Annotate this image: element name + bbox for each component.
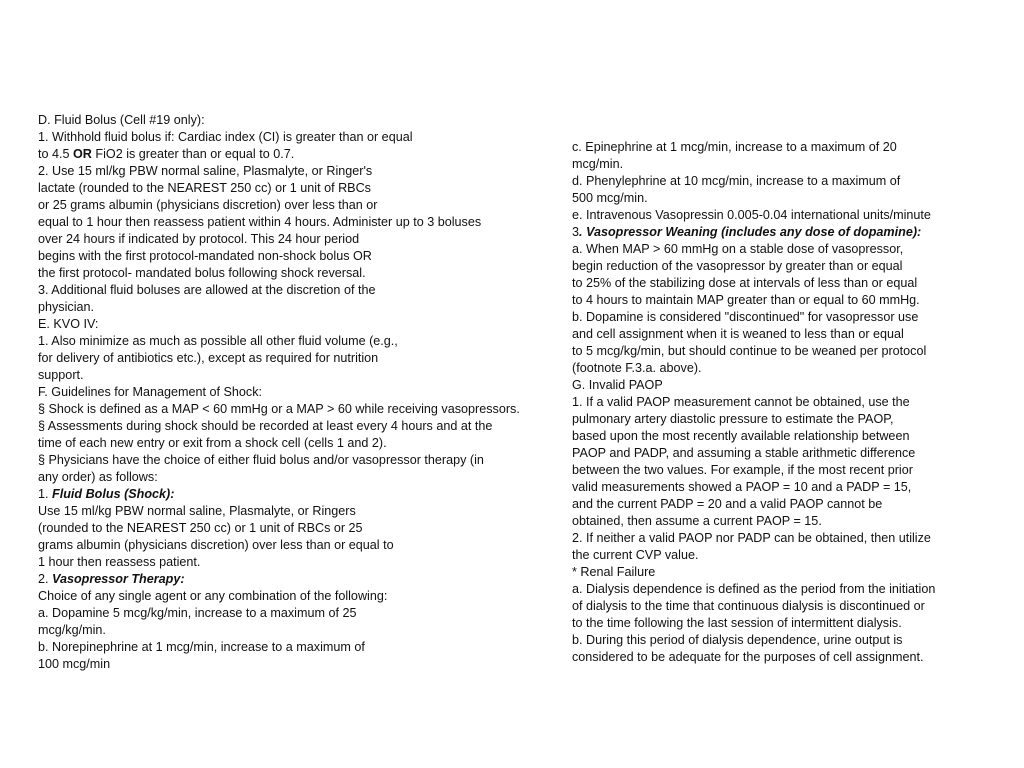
text-line xyxy=(38,486,530,503)
text-line: a. Dopamine 5 mcg/kg/min, increase to a maximum of 25 xyxy=(38,606,357,620)
text-line: Choice of any single agent or any combination of the following: xyxy=(38,589,388,603)
text-line: e. Intravenous Vasopressin 0.005-0.04 international units/minute xyxy=(572,208,931,222)
text-line: between the two values. For example, if the most recent prior xyxy=(572,463,913,477)
text-line: to 4 hours to maintain MAP greater than or equal to 60 mmHg. xyxy=(572,293,920,307)
text-line: PAOP and PADP, and assuming a stable arithmetic difference xyxy=(572,446,916,460)
text-line: 1. If a valid PAOP measurement cannot be obtained, use the xyxy=(572,395,910,409)
text-line: of dialysis to the time that continuous dialysis is discontinued or xyxy=(572,599,925,613)
text-line: begin reduction of the vasopressor by greater than or equal xyxy=(572,259,903,273)
right-column xyxy=(572,139,992,666)
text-line: G. Invalid PAOP xyxy=(572,378,663,392)
left-column xyxy=(38,112,530,673)
text-line: Use 15 ml/kg PBW normal saline, Plasmalyte, or Ringers xyxy=(38,504,356,518)
text-line: 1. Withhold fluid bolus if: Cardiac index (CI) is greater than or equal xyxy=(38,130,413,144)
text-line: 500 mcg/min. xyxy=(572,191,648,205)
section-heading: Fluid Bolus (Shock): xyxy=(52,487,175,501)
text-line: considered to be adequate for the purposes of cell assignment. xyxy=(572,650,924,664)
text-line: begins with the first protocol-mandated non-shock bolus OR xyxy=(38,249,372,263)
text-line: a. When MAP > 60 mmHg on a stable dose of vasopressor, xyxy=(572,242,904,256)
text-line: 100 mcg/min xyxy=(38,657,111,671)
text-line: time of each new entry or exit from a shock cell (cells 1 and 2). xyxy=(38,436,387,450)
text-line: any order) as follows: xyxy=(38,470,158,484)
text-line: 3. Additional fluid boluses are allowed at the discretion of the xyxy=(38,283,376,297)
text-line: § Physicians have the choice of either fluid bolus and/or vasopressor therapy (in xyxy=(38,453,484,467)
text-line: to the time following the last session of intermittent dialysis. xyxy=(572,616,902,630)
text-line: 2. Use 15 ml/kg PBW normal saline, Plasmalyte, or Ringer's xyxy=(38,164,373,178)
text-line: § Shock is defined as a MAP < 60 mmHg or a MAP > 60 while receiving vasopressors. xyxy=(38,402,520,416)
text-line: 2. If neither a valid PAOP nor PADP can be obtained, then utilize xyxy=(572,531,931,545)
text-line: the first protocol- mandated bolus following shock reversal. xyxy=(38,266,366,280)
text-line: § Assessments during shock should be recorded at least every 4 hours and at the xyxy=(38,419,493,433)
text-run: 2. xyxy=(38,572,53,586)
text-line: mcg/kg/min. xyxy=(38,623,106,637)
text-line xyxy=(572,224,992,241)
text-line: physician. xyxy=(38,300,95,314)
bold-text: OR xyxy=(73,147,92,161)
text-line: valid measurements showed a PAOP = 10 and a PADP = 15, xyxy=(572,480,912,494)
text-run: 3 xyxy=(572,225,580,239)
text-line: mcg/min. xyxy=(572,157,624,171)
text-line: (footnote F.3.a. above). xyxy=(572,361,702,375)
text-run: 1. xyxy=(38,487,53,501)
text-line: F. Guidelines for Management of Shock: xyxy=(38,385,263,399)
text-line: for delivery of antibiotics etc.), except as required for nutrition xyxy=(38,351,379,365)
text-line: 1. Also minimize as much as possible all other fluid volume (e.g., xyxy=(38,334,398,348)
text-line xyxy=(38,571,530,588)
text-line: d. Phenylephrine at 10 mcg/min, increase to a maximum of xyxy=(572,174,901,188)
text-line: * Renal Failure xyxy=(572,565,656,579)
text-line: a. Dialysis dependence is defined as the period from the initiation xyxy=(572,582,936,596)
text-run: FiO2 is greater than or equal to 0.7. xyxy=(91,147,295,161)
text-line: and the current PADP = 20 and a valid PAOP cannot be xyxy=(572,497,883,511)
text-line: b. Dopamine is considered "discontinued" for vasopressor use xyxy=(572,310,919,324)
text-line: c. Epinephrine at 1 mcg/min, increase to a maximum of 20 xyxy=(572,140,897,154)
section-heading: . Vasopressor Weaning (includes any dose of dopamine): xyxy=(579,225,922,239)
text-line: pulmonary artery diastolic pressure to estimate the PAOP, xyxy=(572,412,894,426)
text-line: over 24 hours if indicated by protocol. This 24 hour period xyxy=(38,232,360,246)
text-line: lactate (rounded to the NEAREST 250 cc) or 1 unit of RBCs xyxy=(38,181,371,195)
text-line: to 5 mcg/kg/min, but should continue to be weaned per protocol xyxy=(572,344,927,358)
section-heading: Vasopressor Therapy: xyxy=(52,572,185,586)
text-line xyxy=(38,146,530,163)
text-line: obtained, then assume a current PAOP = 15. xyxy=(572,514,822,528)
text-line: grams albumin (physicians discretion) over less than or equal to xyxy=(38,538,394,552)
text-line: based upon the most recently available relationship between xyxy=(572,429,910,443)
text-line: equal to 1 hour then reassess patient within 4 hours. Administer up to 3 boluses xyxy=(38,215,482,229)
text-line: D. Fluid Bolus (Cell #19 only): xyxy=(38,113,205,127)
text-line: the current CVP value. xyxy=(572,548,699,562)
text-line: to 25% of the stabilizing dose at intervals of less than or equal xyxy=(572,276,918,290)
text-line: E. KVO IV: xyxy=(38,317,99,331)
text-line: and cell assignment when it is weaned to less than or equal xyxy=(572,327,904,341)
text-line: b. Norepinephrine at 1 mcg/min, increase to a maximum of xyxy=(38,640,365,654)
text-line: or 25 grams albumin (physicians discretion) over less than or xyxy=(38,198,378,212)
text-run: to 4.5 xyxy=(38,147,74,161)
text-line: (rounded to the NEAREST 250 cc) or 1 unit of RBCs or 25 xyxy=(38,521,363,535)
text-line: 1 hour then reassess patient. xyxy=(38,555,201,569)
text-line: b. During this period of dialysis dependence, urine output is xyxy=(572,633,903,647)
text-line: support. xyxy=(38,368,84,382)
